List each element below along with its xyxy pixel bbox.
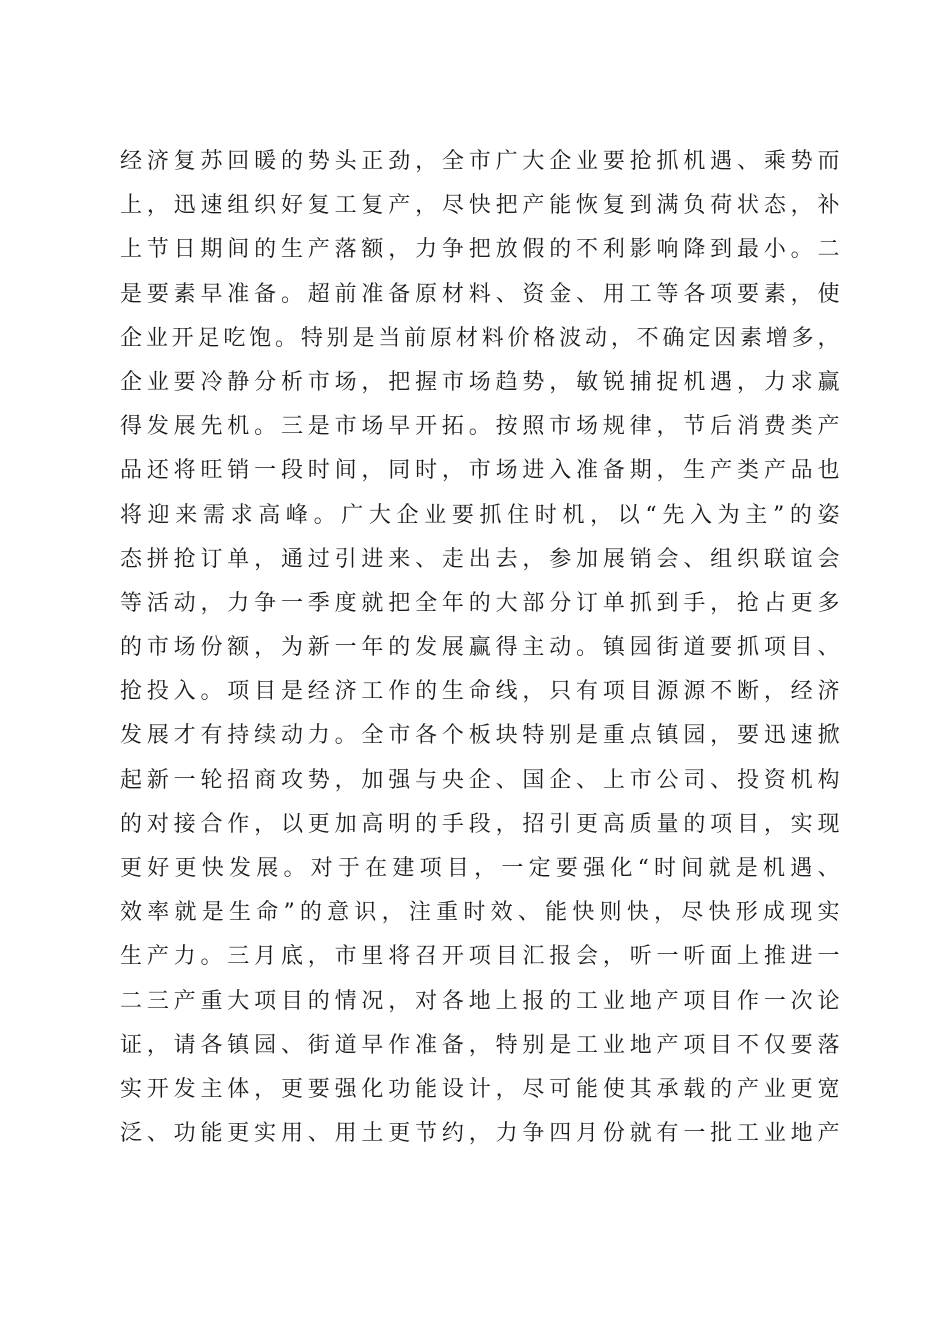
text-line-3: 上节日期间的生产落额，力争把放假的不利影响降到最小。二 <box>120 237 840 263</box>
body-text <box>120 140 840 1156</box>
text-line-19: 生产力。三月底，市里将召开项目汇报会，听一听面上推进一 <box>120 944 840 970</box>
text-line-5: 企业开足吃饱。特别是当前原材料价格波动，不确定因素增多， <box>120 325 840 351</box>
text-line-23: 泛、功能更实用、用土更节约，力争四月份就有一批工业地产 <box>120 1121 840 1147</box>
text-line-13: 抢投入。项目是经济工作的生命线，只有项目源源不断，经济 <box>120 679 840 705</box>
text-line-12: 的市场份额，为新一年的发展赢得主动。镇园街道要抓项目、 <box>120 635 840 661</box>
text-line-2: 上，迅速组织好复工复产，尽快把产能恢复到满负荷状态，补 <box>120 193 840 219</box>
text-line-20: 二三产重大项目的情况，对各地上报的工业地产项目作一次论 <box>120 988 840 1014</box>
text-line-10: 态拼抢订单，通过引进来、走出去，参加展销会、组织联谊会 <box>120 546 840 572</box>
text-line-7: 得发展先机。三是市场早开拓。按照市场规律，节后消费类产 <box>120 414 840 440</box>
text-line-22: 实开发主体，更要强化功能设计，尽可能使其承载的产业更宽 <box>120 1076 840 1102</box>
text-line-18: 效率就是生命”的意识，注重时效、能快则快，尽快形成现实 <box>120 900 840 926</box>
text-line-8: 品还将旺销一段时间，同时，市场进入准备期，生产类产品也 <box>120 458 840 484</box>
text-line-15: 起新一轮招商攻势，加强与央企、国企、上市公司、投资机构 <box>120 767 840 793</box>
text-line-9: 将迎来需求高峰。广大企业要抓住时机，以“先入为主”的姿 <box>120 502 840 528</box>
text-line-14: 发展才有持续动力。全市各个板块特别是重点镇园，要迅速掀 <box>120 723 840 749</box>
text-line-1: 经济复苏回暖的势头正劲，全市广大企业要抢抓机遇、乘势而 <box>120 149 840 174</box>
text-line-6: 企业要冷静分析市场，把握市场趋势，敏锐捕捉机遇，力求赢 <box>120 369 840 395</box>
text-line-4: 是要素早准备。超前准备原材料、资金、用工等各项要素，使 <box>120 281 840 307</box>
text-line-21: 证，请各镇园、街道早作准备，特别是工业地产项目不仅要落 <box>120 1032 840 1058</box>
text-line-17: 更好更快发展。对于在建项目，一定要强化“时间就是机遇、 <box>120 856 840 881</box>
text-line-16: 的对接合作，以更加高明的手段，招引更高质量的项目，实现 <box>120 811 840 837</box>
text-line-11: 等活动，力争一季度就把全年的大部分订单抓到手，抢占更多 <box>120 590 840 616</box>
